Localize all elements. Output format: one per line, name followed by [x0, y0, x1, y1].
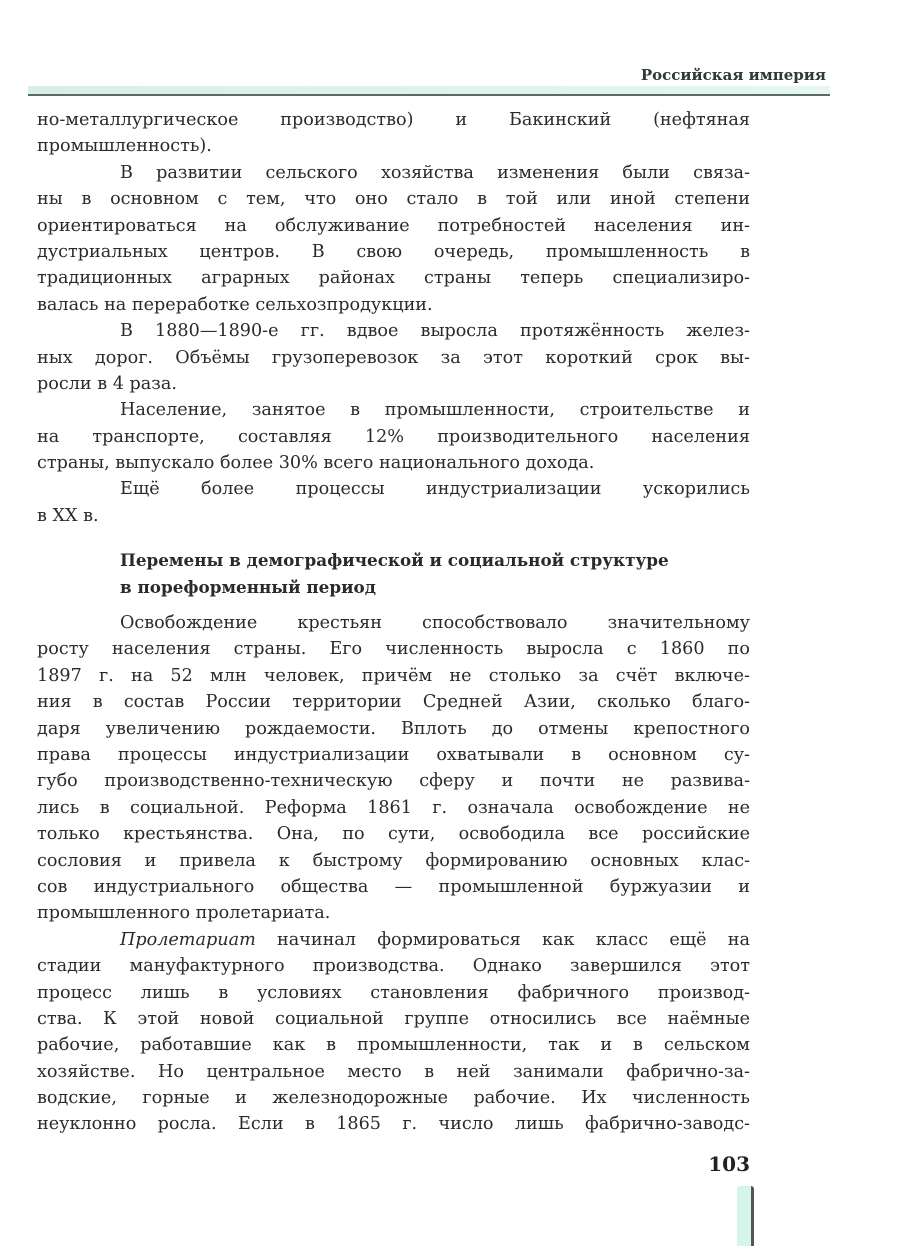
text-line: промышленность). [37, 136, 212, 157]
text-line: процесс лишь в условиях становления фабричного производ- [37, 982, 750, 1003]
heading-line: Перемены в демографической и социальной структуре [120, 550, 669, 571]
text-line: сов индустриального общества — промышленной буржуазии и [37, 876, 750, 897]
paragraph [37, 318, 750, 397]
text-line: неуклонно росла. Если в 1865 г. число лишь фабрично-заводс- [37, 1114, 750, 1135]
text-line: водские, горные и железнодорожные рабочие. Их численность [37, 1088, 750, 1109]
section-heading [37, 547, 750, 600]
heading-line: в пореформенный период [120, 576, 376, 597]
text-line: ны в основном с тем, что оно стало в той или иной степени [37, 189, 750, 210]
italic-term: Пролетариат [120, 929, 256, 950]
paragraph [37, 927, 750, 1138]
text-line: В развитии сельского хозяйства изменения были связа- [120, 162, 750, 183]
text-line: рабочие, работавшие как в промышленности, так и в сельском [37, 1035, 750, 1056]
text-line: Пролетариат начинал формироваться как класс ещё на [120, 929, 750, 950]
text-line: стадии мануфактурного производства. Однако завершился этот [37, 956, 750, 977]
paragraph [37, 610, 750, 927]
text-line: губо производственно-техническую сферу и почти не развива- [37, 771, 750, 792]
text-line: В 1880—1890-е гг. вдвое выросла протяжённость желез- [120, 321, 750, 342]
text-line: лись в социальной. Реформа 1861 г. означала освобождение не [37, 797, 750, 818]
text-line: дустриальных центров. В свою очередь, промышленность в [37, 241, 750, 262]
text-line: сословия и привела к быстрому формированию основных клас- [37, 850, 750, 871]
text-line: 1897 г. на 52 млн человек, причём не столько за счёт включе- [37, 665, 750, 686]
page-number: 103 [708, 1152, 750, 1176]
text-line: Население, занятое в промышленности, строительстве и [120, 400, 750, 421]
text-line: росли в 4 раза. [37, 373, 177, 394]
paragraph [37, 476, 750, 529]
text-line: ства. К этой новой социальной группе относились все наёмные [37, 1008, 750, 1029]
paragraph [37, 160, 750, 318]
text-line: страны, выпускало более 30% всего национального дохода. [37, 453, 595, 474]
text-line: росту населения страны. Его численность выросла с 1860 по [37, 639, 750, 660]
header-band [28, 86, 830, 94]
text-line: ния в состав России территории Средней Азии, сколько благо- [37, 692, 750, 713]
text-line: в XX в. [37, 505, 99, 526]
text-line: промышленного пролетариата. [37, 903, 331, 924]
text-line: права процессы индустриализации охватывали в основном су- [37, 744, 750, 765]
paragraph [37, 107, 750, 160]
text-line: только крестьянства. Она, по сути, освободила все российские [37, 824, 750, 845]
text-line: валась на переработке сельхозпродукции. [37, 294, 433, 315]
text-line: традиционных аграрных районах страны теперь специализиро- [37, 268, 750, 289]
text-line: хозяйстве. Но центральное место в ней занимали фабрично-за- [37, 1061, 750, 1082]
text-line: на транспорте, составляя 12% производительного населения [37, 426, 750, 447]
text-line: даря увеличению рождаемости. Вплоть до отмены крепостного [37, 718, 750, 739]
page-body [37, 107, 750, 1138]
text-line: ных дорог. Объёмы грузоперевозок за этот короткий срок вы- [37, 347, 750, 368]
page-edge-tab [737, 1186, 754, 1246]
running-header: Российская империя [640, 66, 826, 84]
text-line: Ещё более процессы индустриализации ускорились [120, 479, 750, 500]
paragraph [37, 397, 750, 476]
header-rule [28, 94, 830, 96]
text-line: но-металлургическое производство) и Бакинский (нефтяная [37, 110, 750, 130]
text-line: ориентироваться на обслуживание потребностей населения ин- [37, 215, 750, 236]
text-line: Освобождение крестьян способствовало значительному [120, 613, 750, 634]
